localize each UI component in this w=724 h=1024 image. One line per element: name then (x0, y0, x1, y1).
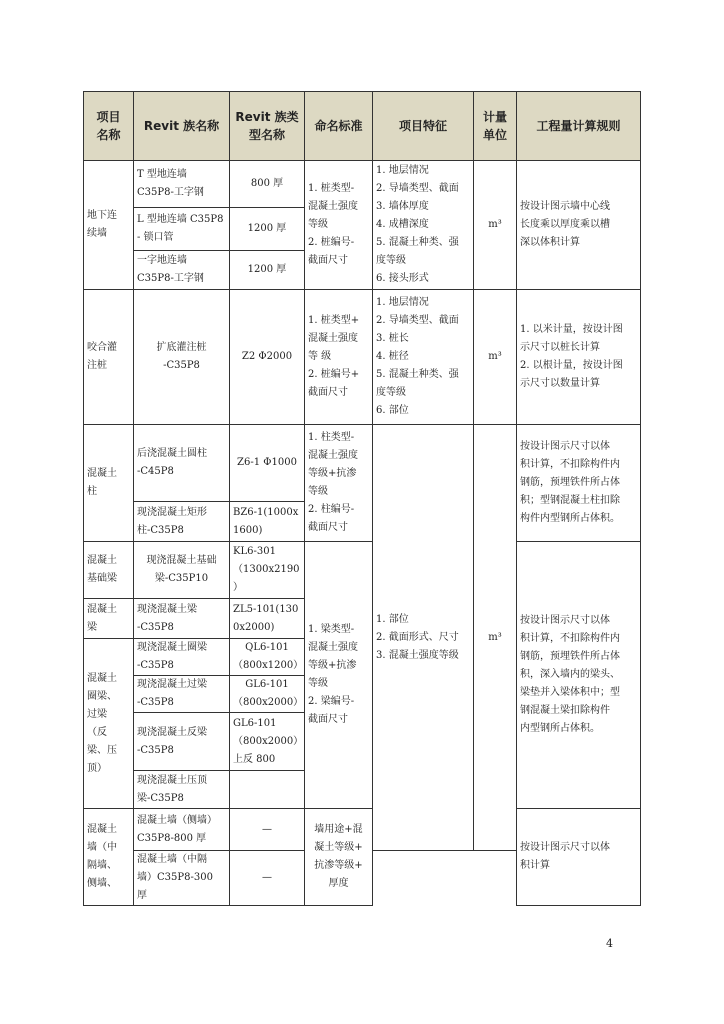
item-cell: 混凝土 基础梁 (84, 542, 134, 599)
table-row (84, 161, 641, 208)
header-rule: 工程量计算规则 (517, 92, 641, 161)
item-cell: 混凝土 墙（中 隔墙、 侧墙、 (84, 809, 134, 906)
family-cell: 一字地连墙 C35P8-工字钢 (134, 251, 230, 290)
family-cell: 后浇混凝土圆柱 -C45P8 (134, 425, 230, 502)
family-cell: L 型地连墙 C35P8 - 锁口管 (134, 208, 230, 251)
table-row (84, 425, 641, 502)
family-cell: 混凝土墙（中隔 墙）C35P8-300 厚 (134, 851, 230, 906)
family-cell: 现浇混凝土矩形 柱-C35P8 (134, 502, 230, 542)
type-cell: Z6-1 Φ1000 (230, 425, 305, 502)
family-cell: 现浇混凝土反梁 -C35P8 (134, 713, 230, 771)
features-cell: 1. 部位 2. 截面形式、尺寸 3. 混凝土强度等级 (373, 425, 474, 851)
page-number: 4 (606, 937, 613, 950)
unit-cell: m³ (474, 290, 517, 425)
family-cell: T 型地连墙 C35P8-工字钢 (134, 161, 230, 208)
naming-cell: 1. 梁类型- 混凝土强度 等级+抗渗 等级 2. 梁编号- 截面尺寸 (305, 542, 373, 809)
type-cell: — (230, 809, 305, 851)
family-cell: 扩底灌注桩 -C35P8 (134, 290, 230, 425)
table-row (84, 290, 641, 425)
type-cell: GL6-101 （800x2000） (230, 676, 305, 713)
naming-cell: 1. 桩类型- 混凝土强度 等级 2. 桩编号- 截面尺寸 (305, 161, 373, 290)
naming-cell: 1. 桩类型+ 混凝土强度 等 级 2. 桩编号+ 截面尺寸 (305, 290, 373, 425)
family-cell: 混凝土墙（侧墙） C35P8-800 厚 (134, 809, 230, 851)
table-row (84, 809, 641, 851)
family-cell: 现浇混凝土梁 -C35P8 (134, 599, 230, 639)
type-cell (230, 771, 305, 809)
type-cell: 1200 厚 (230, 208, 305, 251)
item-cell: 混凝土 梁 (84, 599, 134, 639)
unit-cell: m³ (474, 161, 517, 290)
header-row (84, 92, 641, 161)
features-cell: 1. 地层情况 2. 导墙类型、截面 3. 墙体厚度 4. 成槽深度 5. 混凝土种类、强 度等级 6. 接头形式 (373, 161, 474, 290)
type-cell: Z2 Φ2000 (230, 290, 305, 425)
type-cell: GL6-101 （800x2000） 上反 800 (230, 713, 305, 771)
rule-cell: 按设计图示墙中心线 长度乘以厚度乘以槽 深以体积计算 (517, 161, 641, 290)
type-cell: ZL5-101(130 0x2000) (230, 599, 305, 639)
type-cell: KL6-301 （1300x2190 ） (230, 542, 305, 599)
unit-cell: m³ (474, 425, 517, 851)
item-cell: 混凝土 柱 (84, 425, 134, 542)
quantity-rules-table (83, 91, 641, 906)
item-cell: 混凝土 圈梁、 过梁 （反 梁、压 顶） (84, 639, 134, 809)
header-unit: 计量 单位 (474, 92, 517, 161)
header-item-name: 项目 名称 (84, 92, 134, 161)
item-cell: 地下连 续墙 (84, 161, 134, 290)
header-type-name: Revit 族类 型名称 (230, 92, 305, 161)
item-cell: 咬合灌 注桩 (84, 290, 134, 425)
rule-cell: 按设计图示尺寸以体 积计算，不扣除构件内 钢筋，预埋铁件所占体 积；型钢混凝土柱扣除 构件内型钢所占体积。 (517, 425, 641, 542)
header-features: 项目特征 (373, 92, 474, 161)
naming-cell: 墙用途+混 凝土等级+ 抗渗等级+ 厚度 (305, 809, 373, 906)
header-family-name: Revit 族名称 (134, 92, 230, 161)
header-naming-standard: 命名标准 (305, 92, 373, 161)
type-cell: 1200 厚 (230, 251, 305, 290)
type-cell: BZ6-1(1000x 1600) (230, 502, 305, 542)
family-cell: 现浇混凝土压顶 梁-C35P8 (134, 771, 230, 809)
type-cell: 800 厚 (230, 161, 305, 208)
type-cell: — (230, 851, 305, 906)
rule-cell: 按设计图示尺寸以体 积计算，不扣除构件内 钢筋，预埋铁件所占体 积，深入墙内的梁头、 梁垫并入梁体积中；型 钢混凝土梁扣除构件 内型钢所占体积。 (517, 542, 641, 809)
family-cell: 现浇混凝土过梁 -C35P8 (134, 676, 230, 713)
type-cell: QL6-101 （800x1200） (230, 639, 305, 676)
rule-cell: 1. 以米计量，按设计图 示尺寸以桩长计算 2. 以根计量，按设计图 示尺寸以数量计算 (517, 290, 641, 425)
rule-cell: 按设计图示尺寸以体 积计算 (517, 809, 641, 906)
family-cell: 现浇混凝土基础 梁-C35P10 (134, 542, 230, 599)
family-cell: 现浇混凝土圈梁 -C35P8 (134, 639, 230, 676)
naming-cell: 1. 柱类型- 混凝土强度 等级+抗渗 等级 2. 柱编号- 截面尺寸 (305, 425, 373, 542)
features-cell: 1. 地层情况 2. 导墙类型、截面 3. 桩长 4. 桩径 5. 混凝土种类、强 度等级 6. 部位 (373, 290, 474, 425)
table-row (84, 542, 641, 599)
